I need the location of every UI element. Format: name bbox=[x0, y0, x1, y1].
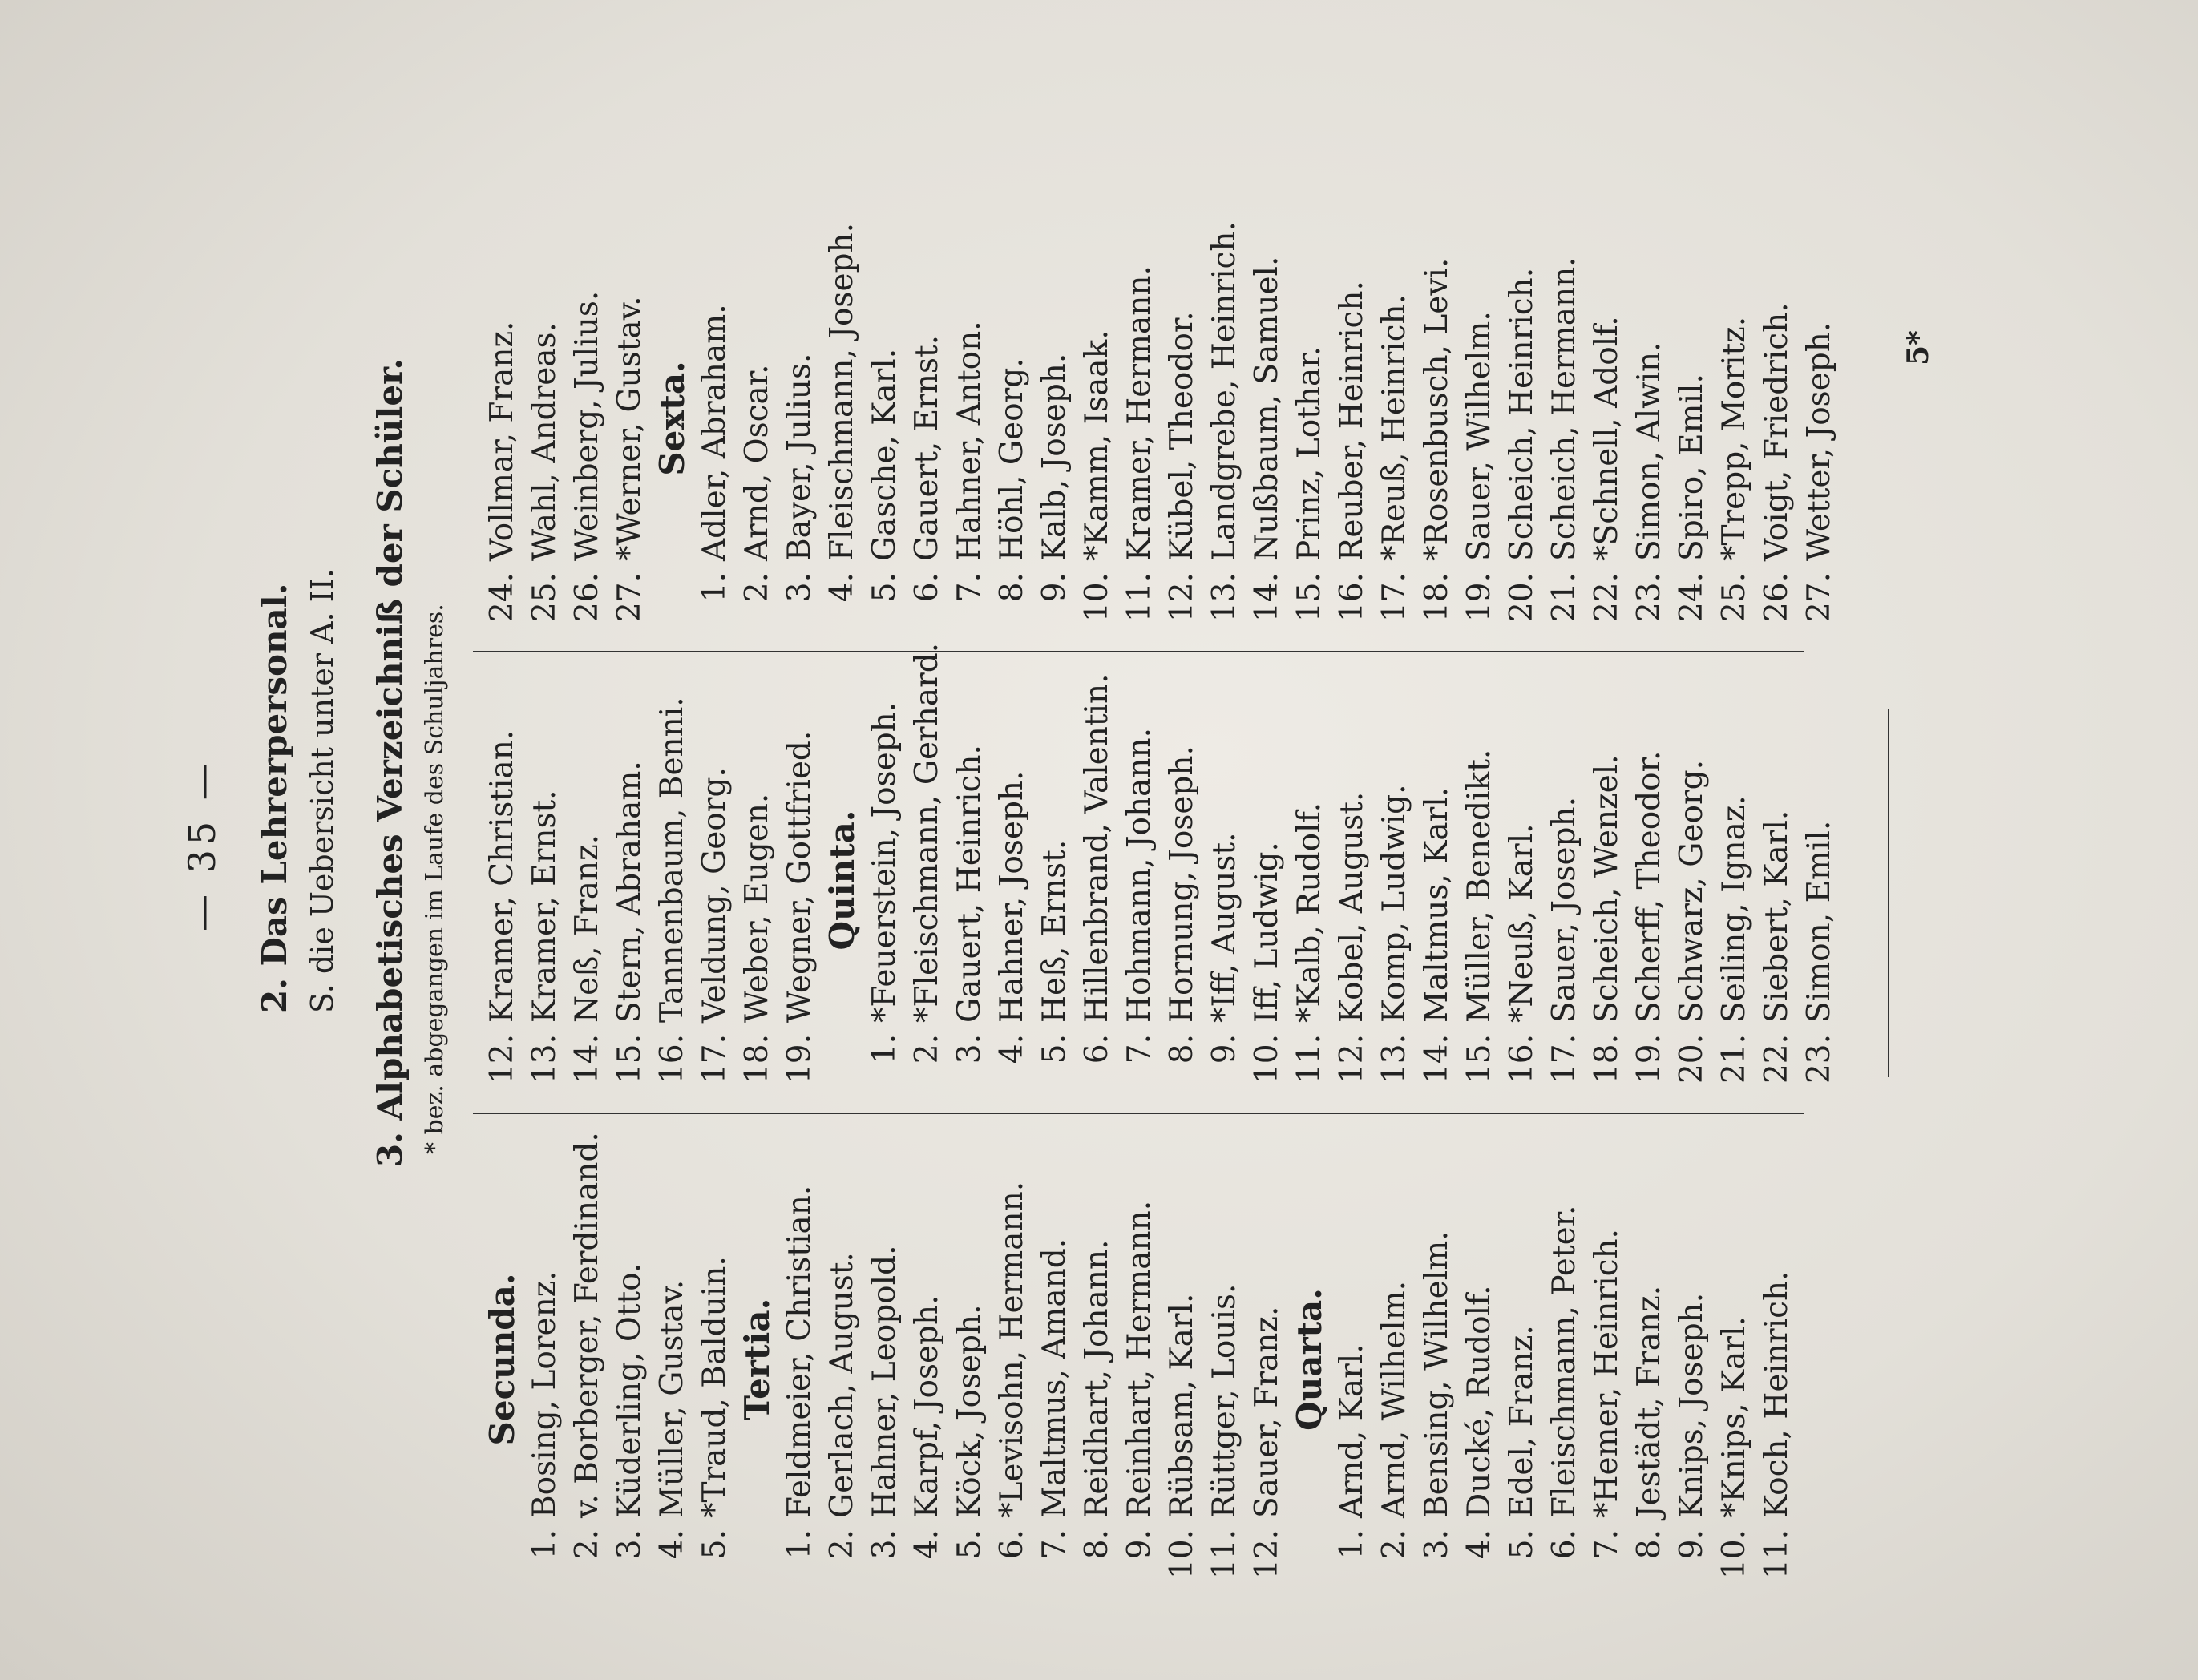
student-entry bbox=[608, 1119, 651, 1600]
entry-number: 7. bbox=[1589, 1529, 1625, 1560]
student-name: Fleischmann, Peter. bbox=[1546, 1205, 1582, 1518]
student-entry bbox=[863, 194, 906, 643]
student-name: Kübel, Theodor. bbox=[1164, 311, 1200, 561]
student-name: *Kalb, Rudolf. bbox=[1291, 802, 1327, 1023]
entry-number: 9. bbox=[1036, 572, 1073, 603]
student-entry bbox=[948, 1119, 991, 1600]
student-name: Sauer, Wilhelm. bbox=[1461, 311, 1497, 561]
student-entry bbox=[1713, 656, 1756, 1105]
student-entry bbox=[1331, 656, 1373, 1105]
student-name: Hahner, Anton. bbox=[952, 321, 988, 561]
student-entry bbox=[523, 656, 566, 1105]
entry-number: 16. bbox=[1334, 572, 1370, 623]
student-name: *Trepp, Moritz. bbox=[1716, 316, 1752, 561]
entry-number: 6. bbox=[994, 1529, 1030, 1560]
entry-number: 11. bbox=[1759, 1529, 1795, 1580]
student-entry bbox=[1373, 1119, 1416, 1600]
student-name: Sauer, Franz. bbox=[1249, 1306, 1285, 1518]
entry-number: 2. bbox=[1376, 1529, 1412, 1560]
student-entry bbox=[821, 194, 863, 643]
entry-number: 4. bbox=[824, 572, 860, 603]
entry-number: 27. bbox=[1801, 572, 1837, 623]
student-name: Feldmeier, Christian. bbox=[782, 1185, 818, 1518]
entry-number: 25. bbox=[527, 572, 563, 623]
entry-number: 1. bbox=[782, 1529, 818, 1560]
entry-number: 1. bbox=[527, 1529, 563, 1560]
student-name: Fleischmann, Joseph. bbox=[824, 222, 860, 561]
student-entry bbox=[1501, 1119, 1543, 1600]
entry-number: 19. bbox=[782, 1034, 818, 1084]
student-name: Hahner, Joseph. bbox=[994, 770, 1030, 1023]
closing-rule bbox=[1888, 709, 1889, 1077]
student-entry bbox=[1416, 194, 1458, 643]
column-tertia-quinta bbox=[481, 642, 1840, 1105]
student-name: Stern, Abraham. bbox=[612, 761, 648, 1023]
entry-number: 14. bbox=[569, 1034, 605, 1084]
student-name: Reuber, Heinrich. bbox=[1334, 281, 1370, 561]
entry-number: 16. bbox=[1504, 1034, 1540, 1084]
student-entry bbox=[1671, 656, 1713, 1105]
column-divider-2 bbox=[473, 651, 1804, 652]
student-entry bbox=[1671, 194, 1713, 643]
student-name: Hornung, Joseph. bbox=[1164, 745, 1200, 1023]
student-entry bbox=[1501, 194, 1543, 643]
entry-number: 8. bbox=[1631, 1529, 1667, 1560]
entry-number: 9. bbox=[1206, 1034, 1242, 1064]
student-entry bbox=[863, 1119, 906, 1600]
student-name: Tannenbaum, Benni. bbox=[654, 697, 690, 1023]
student-name: Höhl, Georg. bbox=[994, 357, 1030, 561]
student-entry bbox=[991, 656, 1033, 1105]
student-entry bbox=[1628, 194, 1671, 643]
student-entry bbox=[1756, 1119, 1798, 1600]
student-name: v. Borberger, Ferdinand. bbox=[569, 1132, 605, 1518]
student-entry bbox=[778, 1119, 821, 1600]
student-name: Reidhart, Johann. bbox=[1079, 1239, 1115, 1518]
student-entry bbox=[1331, 194, 1373, 643]
entry-number: 21. bbox=[1716, 1034, 1752, 1084]
student-name: Hahner, Leopold. bbox=[867, 1245, 903, 1518]
entry-number: 18. bbox=[1419, 572, 1455, 623]
student-entry bbox=[566, 656, 608, 1105]
entry-number: 8. bbox=[1079, 1529, 1115, 1560]
student-name: Scherff, Theodor. bbox=[1631, 750, 1667, 1023]
entry-number: 5. bbox=[1504, 1529, 1540, 1560]
student-name: Adler, Abraham. bbox=[697, 304, 733, 561]
student-name: Kalb, Joseph. bbox=[1036, 353, 1073, 561]
entry-number: 17. bbox=[697, 1034, 733, 1084]
student-entry bbox=[1246, 194, 1288, 643]
entry-number: 13. bbox=[1376, 1034, 1412, 1084]
student-name: Bayer, Julius. bbox=[782, 353, 818, 561]
student-name: Bosing, Lorenz. bbox=[527, 1270, 563, 1518]
class-heading: Tertia. bbox=[737, 1298, 777, 1421]
entry-number: 7. bbox=[1036, 1529, 1073, 1560]
student-name: Wegner, Gottfried. bbox=[782, 730, 818, 1023]
entry-number: 4. bbox=[909, 1529, 945, 1560]
student-entry bbox=[1458, 1119, 1501, 1600]
student-entry bbox=[693, 194, 736, 643]
student-name: Knips, Joseph. bbox=[1674, 1292, 1710, 1518]
student-entry bbox=[1203, 656, 1246, 1105]
student-name: Arnd, Wilhelm. bbox=[1376, 1280, 1412, 1518]
student-name: *Fleischmann, Gerhard. bbox=[909, 642, 945, 1023]
student-name: Wetter, Joseph. bbox=[1801, 321, 1837, 561]
entry-number: 16. bbox=[654, 1034, 690, 1084]
student-name: Siebert, Karl. bbox=[1759, 810, 1795, 1023]
student-entry bbox=[1798, 656, 1840, 1105]
student-entry bbox=[863, 656, 906, 1105]
student-name: *Schnell, Adolf. bbox=[1589, 316, 1625, 561]
student-entry bbox=[1543, 1119, 1586, 1600]
student-entry bbox=[1586, 1119, 1628, 1600]
student-entry bbox=[1118, 656, 1161, 1105]
student-entry bbox=[948, 656, 991, 1105]
entry-number: 15. bbox=[1461, 1034, 1497, 1084]
student-entry bbox=[1076, 1119, 1118, 1600]
signature-mark: 5* bbox=[1901, 330, 1935, 365]
student-entry bbox=[1713, 1119, 1756, 1600]
entry-number: 10. bbox=[1716, 1529, 1752, 1580]
student-entry bbox=[1756, 194, 1798, 643]
student-entry bbox=[1203, 194, 1246, 643]
student-name: Scheich, Wenzel. bbox=[1589, 754, 1625, 1023]
entry-number: 24. bbox=[484, 572, 520, 623]
student-entry bbox=[778, 656, 821, 1105]
student-name: Hillenbrand, Valentin. bbox=[1079, 673, 1115, 1023]
entry-number: 8. bbox=[994, 572, 1030, 603]
entry-number: 4. bbox=[994, 1034, 1030, 1064]
student-name: Kobel, August. bbox=[1334, 791, 1370, 1023]
student-name: Karpf, Joseph. bbox=[909, 1294, 945, 1518]
student-name: Gauert, Heinrich. bbox=[952, 745, 988, 1023]
student-entry bbox=[1161, 1119, 1203, 1600]
student-entry bbox=[1161, 194, 1203, 643]
student-name: Vollmar, Franz. bbox=[484, 321, 520, 561]
entry-number: 10. bbox=[1079, 572, 1115, 623]
entry-number: 7. bbox=[952, 572, 988, 603]
student-entry bbox=[1586, 194, 1628, 643]
student-entry bbox=[1458, 194, 1501, 643]
student-name: Scheich, Heinrich. bbox=[1504, 267, 1540, 561]
student-entry bbox=[1671, 1119, 1713, 1600]
entry-number: 1. bbox=[697, 572, 733, 603]
student-name: *Feuerstein, Joseph. bbox=[867, 701, 903, 1023]
entry-number: 10. bbox=[1249, 1034, 1285, 1084]
entry-number: 2. bbox=[909, 1034, 945, 1064]
student-name: *Reuß, Heinrich. bbox=[1376, 293, 1412, 561]
class-heading: Sexta. bbox=[653, 361, 692, 476]
class-heading: Quinta. bbox=[822, 810, 862, 951]
section-3-note: * bez. abgegangen im Laufe des Schuljahres. bbox=[421, 604, 449, 1154]
student-name: Weinberg, Julius. bbox=[569, 290, 605, 561]
student-entry bbox=[1331, 1119, 1373, 1600]
student-entry bbox=[608, 194, 651, 643]
entry-number: 23. bbox=[1801, 1034, 1837, 1084]
student-name: Reinhart, Hermann. bbox=[1121, 1200, 1158, 1518]
student-entry bbox=[1076, 656, 1118, 1105]
student-entry bbox=[1756, 656, 1798, 1105]
student-name: Voigt, Friedrich. bbox=[1759, 302, 1795, 561]
entry-number: 25. bbox=[1716, 572, 1752, 623]
entry-number: 22. bbox=[1759, 1034, 1795, 1084]
entry-number: 24. bbox=[1674, 572, 1710, 623]
student-entry bbox=[821, 1119, 863, 1600]
entry-number: 11. bbox=[1121, 572, 1158, 623]
student-name: Maltmus, Karl. bbox=[1419, 786, 1455, 1023]
student-name: *Knips, Karl. bbox=[1716, 1316, 1752, 1518]
student-entry bbox=[1628, 656, 1671, 1105]
entry-number: 12. bbox=[1249, 1529, 1285, 1580]
student-name: *Werner, Gustav. bbox=[612, 296, 648, 561]
entry-number: 11. bbox=[1291, 1034, 1327, 1084]
entry-number: 3. bbox=[1419, 1529, 1455, 1560]
column-secunda-tertia-quarta bbox=[481, 1119, 1798, 1600]
student-name: Veldung, Georg. bbox=[697, 767, 733, 1023]
entry-number: 12. bbox=[1164, 572, 1200, 623]
student-name: *Levisohn, Hermann. bbox=[994, 1181, 1030, 1518]
entry-number: 14. bbox=[1419, 1034, 1455, 1084]
student-name: Simon, Alwin. bbox=[1631, 341, 1667, 561]
entry-number: 26. bbox=[1759, 572, 1795, 623]
student-entry bbox=[1798, 194, 1840, 643]
student-name: Arnd, Oscar. bbox=[739, 364, 775, 561]
entry-number: 4. bbox=[654, 1529, 690, 1560]
entry-number: 2. bbox=[824, 1529, 860, 1560]
student-entry bbox=[566, 194, 608, 643]
student-entry bbox=[1246, 1119, 1288, 1600]
section-2-title: 2. Das Lehrerpersonal. bbox=[255, 583, 294, 1013]
column-divider-1 bbox=[473, 1113, 1804, 1114]
entry-number: 17. bbox=[1376, 572, 1412, 623]
student-entry bbox=[608, 656, 651, 1105]
entry-number: 20. bbox=[1504, 572, 1540, 623]
student-entry bbox=[1373, 194, 1416, 643]
entry-number: 5. bbox=[952, 1529, 988, 1560]
entry-number: 3. bbox=[782, 572, 818, 603]
student-name: Gauert, Ernst. bbox=[909, 334, 945, 561]
entry-number: 18. bbox=[1589, 1034, 1625, 1084]
student-entry bbox=[1161, 656, 1203, 1105]
student-entry bbox=[1288, 656, 1331, 1105]
entry-number: 7. bbox=[1121, 1034, 1158, 1064]
entry-number: 19. bbox=[1461, 572, 1497, 623]
entry-number: 5. bbox=[697, 1529, 733, 1560]
student-entry bbox=[1203, 1119, 1246, 1600]
entry-number: 5. bbox=[867, 572, 903, 603]
student-name: Nußbaum, Samuel. bbox=[1249, 256, 1285, 561]
student-entry bbox=[778, 194, 821, 643]
student-entry bbox=[1246, 656, 1288, 1105]
student-entry bbox=[736, 656, 778, 1105]
section-2-note: S. die Uebersicht unter A. II. bbox=[305, 568, 340, 1013]
entry-number: 9. bbox=[1121, 1529, 1158, 1560]
student-name: Kramer, Ernst. bbox=[527, 790, 563, 1023]
student-name: Bensing, Wilhelm. bbox=[1419, 1230, 1455, 1518]
entry-number: 6. bbox=[1546, 1529, 1582, 1560]
student-name: Komp, Ludwig. bbox=[1376, 784, 1412, 1023]
student-name: Rüttger, Louis. bbox=[1206, 1283, 1242, 1518]
student-name: Kramer, Hermann. bbox=[1121, 265, 1158, 561]
student-entry bbox=[1543, 194, 1586, 643]
student-name: Wahl, Andreas. bbox=[527, 322, 563, 561]
student-name: *Traud, Balduin. bbox=[697, 1256, 733, 1518]
student-name: Arnd, Karl. bbox=[1334, 1343, 1370, 1518]
student-entry bbox=[1118, 194, 1161, 643]
student-entry bbox=[1033, 656, 1076, 1105]
student-entry bbox=[1416, 1119, 1458, 1600]
student-name: Simon, Emil. bbox=[1801, 820, 1837, 1023]
column-sexta bbox=[481, 194, 1840, 643]
student-name: Heß, Ernst. bbox=[1036, 839, 1073, 1023]
entry-number: 27. bbox=[612, 572, 648, 623]
student-entry bbox=[1118, 1119, 1161, 1600]
student-name: Sauer, Joseph. bbox=[1546, 796, 1582, 1023]
student-entry bbox=[948, 194, 991, 643]
student-name: *Neuß, Karl. bbox=[1504, 823, 1540, 1023]
entry-number: 13. bbox=[527, 1034, 563, 1084]
student-entry bbox=[1033, 1119, 1076, 1600]
class-heading: Quarta. bbox=[1290, 1288, 1329, 1431]
student-name: Weber, Eugen. bbox=[739, 793, 775, 1023]
student-name: *Kamm, Isaak. bbox=[1079, 329, 1115, 561]
entry-number: 1. bbox=[1334, 1529, 1370, 1560]
student-name: Scheich, Hermann. bbox=[1546, 256, 1582, 561]
student-name: Spiro, Emil. bbox=[1674, 374, 1710, 561]
entry-number: 18. bbox=[739, 1034, 775, 1084]
student-entry bbox=[1586, 656, 1628, 1105]
entry-number: 2. bbox=[739, 572, 775, 603]
entry-number: 23. bbox=[1631, 572, 1667, 623]
student-entry bbox=[1416, 656, 1458, 1105]
student-name: Neß, Franz. bbox=[569, 834, 605, 1023]
entry-number: 4. bbox=[1461, 1529, 1497, 1560]
entry-number: 12. bbox=[484, 1034, 520, 1084]
student-entry bbox=[1076, 194, 1118, 643]
student-name: Ducké, Rudolf. bbox=[1461, 1285, 1497, 1518]
student-name: Gerlach, August. bbox=[824, 1252, 860, 1518]
student-name: Seiling, Ignaz. bbox=[1716, 795, 1752, 1023]
student-entry bbox=[523, 194, 566, 643]
section-3-title: 3. Alphabetisches Verzeichniß der Schüler. bbox=[370, 358, 410, 1167]
student-name: Küderling, Otto. bbox=[612, 1262, 648, 1518]
entry-number: 6. bbox=[1079, 1034, 1115, 1064]
entry-number: 6. bbox=[909, 572, 945, 603]
entry-number: 8. bbox=[1164, 1034, 1200, 1064]
student-entry bbox=[736, 194, 778, 643]
student-entry bbox=[1713, 194, 1756, 643]
entry-number: 2. bbox=[569, 1529, 605, 1560]
student-name: Iff, Ludwig. bbox=[1249, 842, 1285, 1023]
student-name: Rübsam, Karl. bbox=[1164, 1293, 1200, 1518]
student-name: Landgrebe, Heinrich. bbox=[1206, 221, 1242, 561]
student-name: Jestädt, Franz. bbox=[1631, 1285, 1667, 1518]
entry-number: 3. bbox=[867, 1529, 903, 1560]
student-entry bbox=[481, 656, 523, 1105]
student-name: Kramer, Christian. bbox=[484, 729, 520, 1023]
entry-number: 10. bbox=[1164, 1529, 1200, 1580]
entry-number: 15. bbox=[612, 1034, 648, 1084]
student-entry bbox=[481, 194, 523, 643]
entry-number: 11. bbox=[1206, 1529, 1242, 1580]
entry-number: 1. bbox=[867, 1034, 903, 1064]
student-entry bbox=[991, 1119, 1033, 1600]
entry-number: 21. bbox=[1546, 572, 1582, 623]
entry-number: 12. bbox=[1334, 1034, 1370, 1084]
student-name: Hohmann, Johann. bbox=[1121, 728, 1158, 1023]
student-entry bbox=[651, 656, 693, 1105]
entry-number: 3. bbox=[612, 1529, 648, 1560]
entry-number: 17. bbox=[1546, 1034, 1582, 1084]
entry-number: 9. bbox=[1674, 1529, 1710, 1560]
student-entry bbox=[991, 194, 1033, 643]
student-entry bbox=[906, 1119, 948, 1600]
page-number: — 35 — bbox=[180, 758, 224, 931]
student-entry bbox=[566, 1119, 608, 1600]
class-heading: Secunda. bbox=[483, 1273, 522, 1446]
student-name: Köck, Joseph. bbox=[952, 1304, 988, 1518]
student-name: Gasche, Karl. bbox=[867, 348, 903, 561]
entry-number: 22. bbox=[1589, 572, 1625, 623]
student-entry bbox=[906, 194, 948, 643]
student-entry bbox=[906, 642, 948, 1105]
student-entry bbox=[523, 1119, 566, 1600]
entry-number: 3. bbox=[952, 1034, 988, 1064]
student-name: Prinz, Lothar. bbox=[1291, 346, 1327, 561]
student-name: Schwarz, Georg. bbox=[1674, 759, 1710, 1023]
student-name: *Iff, August. bbox=[1206, 832, 1242, 1023]
student-entry bbox=[1288, 194, 1331, 643]
student-entry bbox=[1628, 1119, 1671, 1600]
student-entry bbox=[693, 1119, 736, 1600]
student-name: Müller, Benedikt. bbox=[1461, 749, 1497, 1023]
student-entry bbox=[1501, 656, 1543, 1105]
student-entry bbox=[1458, 656, 1501, 1105]
student-name: Müller, Gustav. bbox=[654, 1279, 690, 1518]
student-name: Edel, Franz. bbox=[1504, 1325, 1540, 1518]
entry-number: 14. bbox=[1249, 572, 1285, 623]
entry-number: 15. bbox=[1291, 572, 1327, 623]
entry-number: 19. bbox=[1631, 1034, 1667, 1084]
student-name: Maltmus, Amand. bbox=[1036, 1238, 1073, 1518]
student-entry bbox=[651, 1119, 693, 1600]
student-entry bbox=[1543, 656, 1586, 1105]
entry-number: 5. bbox=[1036, 1034, 1073, 1064]
student-name: Koch, Heinrich. bbox=[1759, 1270, 1795, 1518]
student-name: *Rosenbusch, Levi. bbox=[1419, 257, 1455, 561]
entry-number: 20. bbox=[1674, 1034, 1710, 1084]
student-name: *Hemer, Heinrich. bbox=[1589, 1229, 1625, 1518]
entry-number: 13. bbox=[1206, 572, 1242, 623]
student-entry bbox=[1373, 656, 1416, 1105]
entry-number: 26. bbox=[569, 572, 605, 623]
student-entry bbox=[693, 656, 736, 1105]
student-entry bbox=[1033, 194, 1076, 643]
